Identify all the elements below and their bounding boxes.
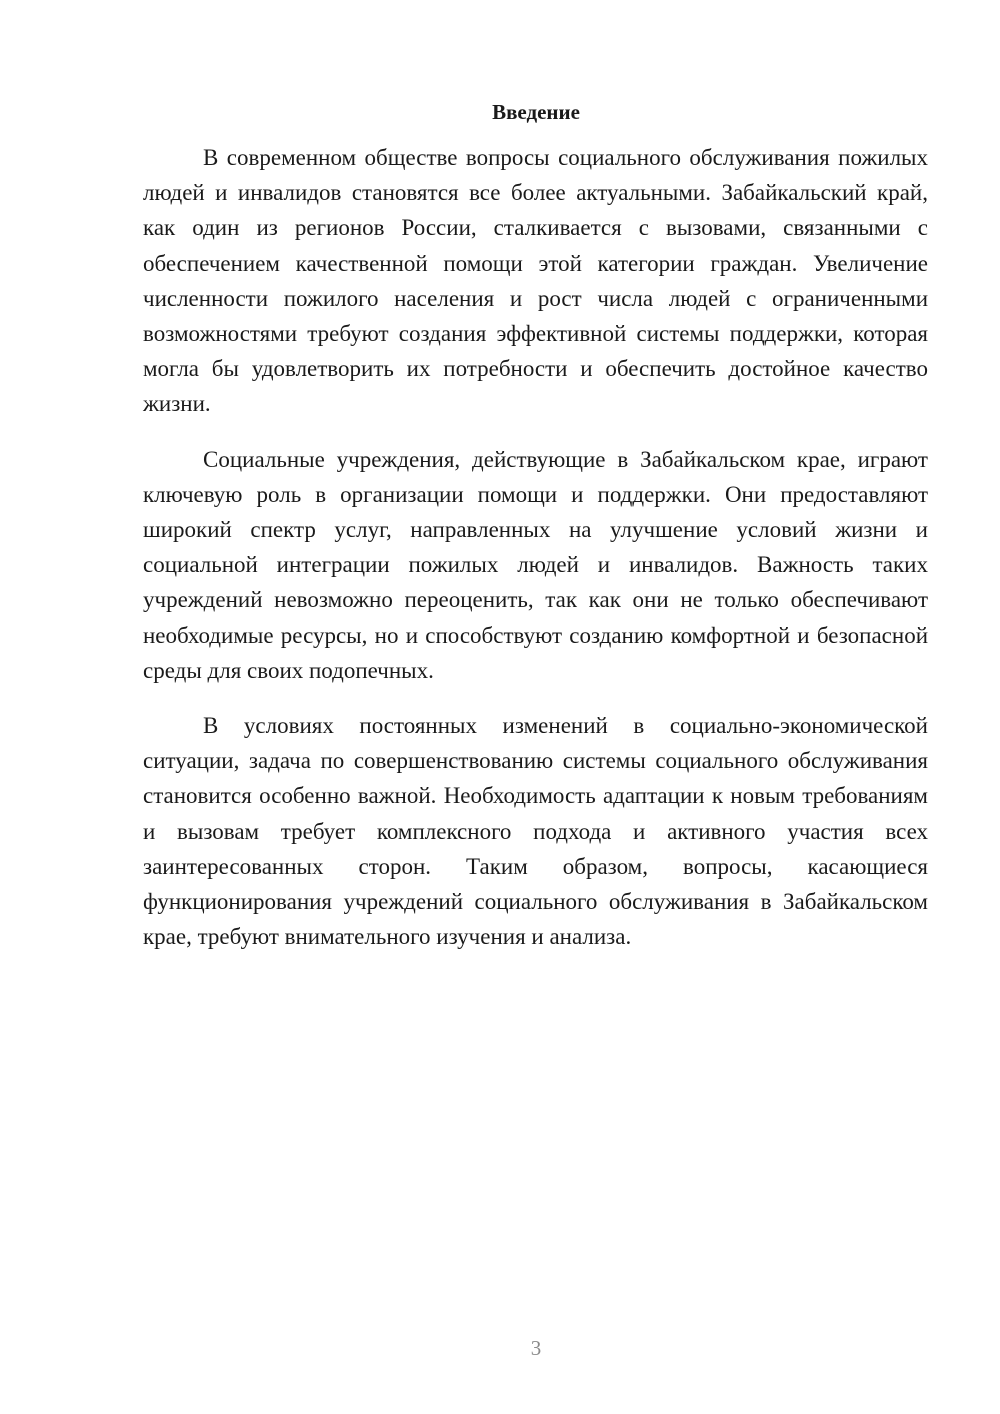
page-number: 3 (530, 1336, 542, 1360)
document-body (143, 140, 928, 974)
paragraph-1: В современном обществе вопросы социального обслуживания пожилых людей и инвалидов становятся все более актуальными. Забайкальский край, как один из регионов России, сталкивается с вызовами, связанными с обеспечением качественной помощи этой категории граждан. Увеличение численности пожилого населения и рост числа людей с ограниченными возможностями требуют создания эффективной системы поддержки, которая могла бы удовлетворить их потребности и обеспечить достойное качество жизни. (143, 145, 928, 417)
paragraph-3: В условиях постоянных изменений в социально-экономической ситуации, задача по совершенствованию системы социального обслуживания становится особенно важной. Необходимость адаптации к новым требованиям и вызовам требует комплексного подхода и активного участия всех заинтересованных сторон. Таким образом, вопросы, касающиеся функционирования учреждений социального обслуживания в Забайкальском крае, требуют внимательного изучения и анализа. (143, 713, 928, 950)
page-title: Введение (492, 100, 580, 124)
paragraph-2: Социальные учреждения, действующие в Забайкальском крае, играют ключевую роль в организации помощи и поддержки. Они предоставляют широкий спектр услуг, направленных на улучшение условий жизни и социальной интеграции пожилых людей и инвалидов. Важность таких учреждений невозможно переоценить, так как они не только обеспечивают необходимые ресурсы, но и способствуют созданию комфортной и безопасной среды для своих подопечных. (143, 446, 928, 683)
